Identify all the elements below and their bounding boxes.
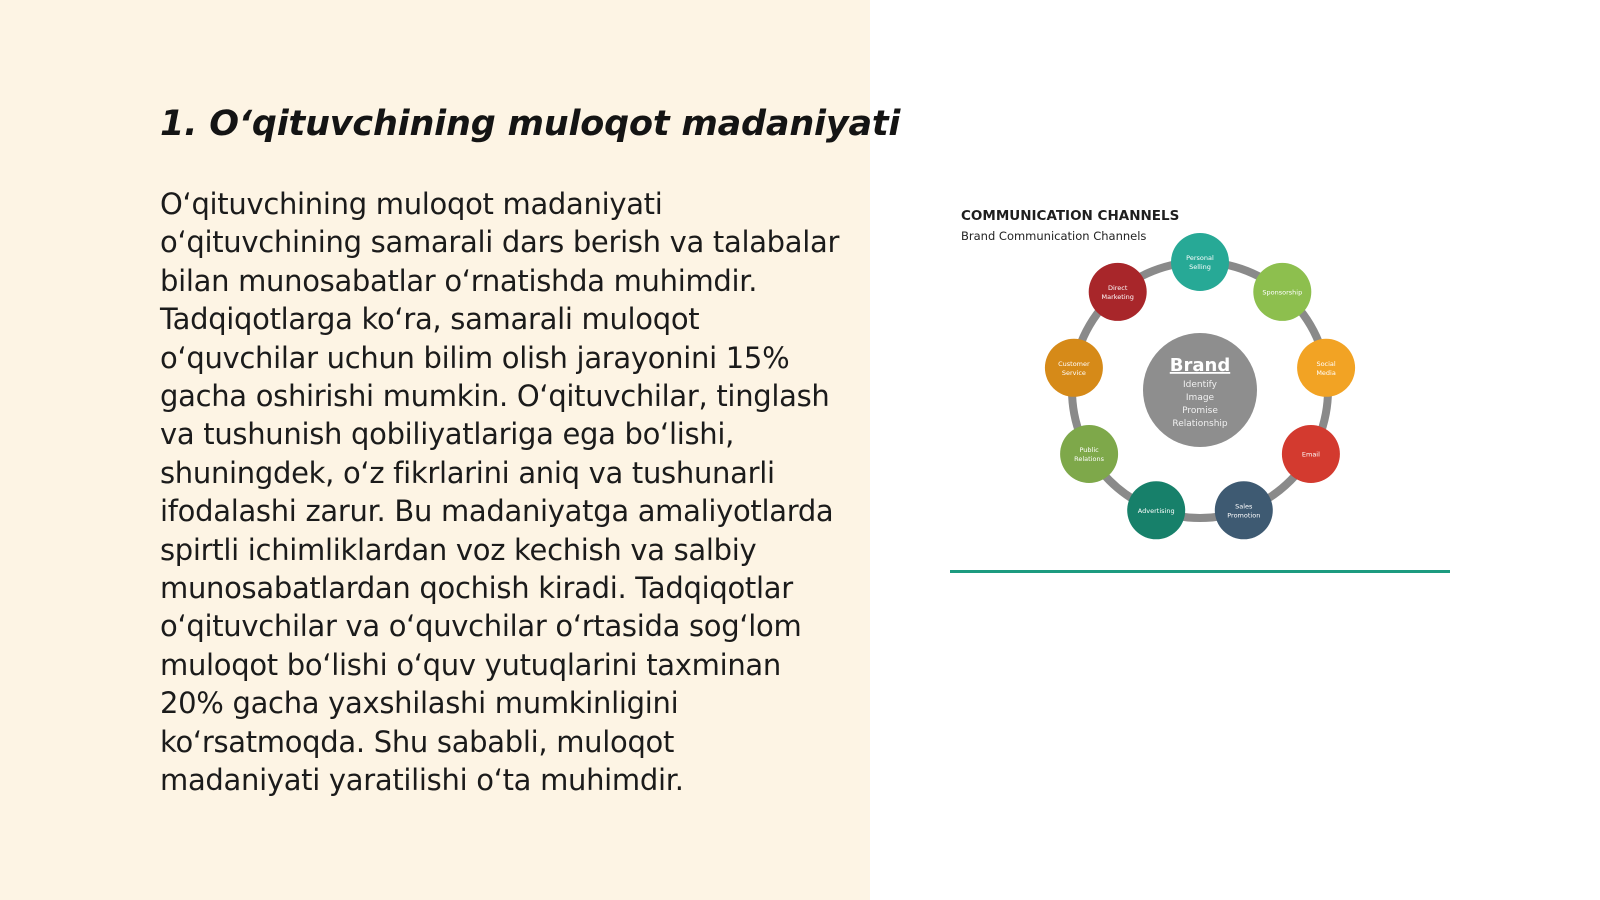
channel-node-label: Sponsorship [1262,288,1303,297]
slide-title: 1. O‘qituvchining muloqot madaniyati [160,104,901,144]
brand-center-circle [1143,333,1257,447]
channel-node [1127,481,1185,539]
channel-node-label: Relations [1074,455,1105,463]
channel-node [1171,233,1229,291]
diagram-title: COMMUNICATION CHANNELS [961,208,1180,224]
channel-node-label: Social [1316,359,1336,368]
channel-node-label: Public [1079,446,1099,454]
channel-node-label: Personal [1186,254,1214,262]
channel-node [1282,425,1340,483]
channel-node-label: Media [1316,368,1336,377]
channel-node-circle [1060,425,1118,483]
channel-node-label: Direct [1107,283,1128,292]
diagram-canvas [950,200,1450,560]
channel-node [1215,481,1273,539]
channel-node-label: Sales [1235,502,1253,511]
brand-line-promise: Promise [1182,406,1218,416]
channel-node-circle [1171,233,1229,291]
communication-channels-diagram [950,200,1450,560]
channel-node-label: Selling [1189,263,1211,271]
channel-node [1060,425,1118,483]
diagram-subtitle: Brand Communication Channels [961,229,1147,243]
channel-node-label: Service [1061,368,1086,377]
channel-node [1253,263,1311,321]
brand-line-relationship: Relationship [1172,419,1228,429]
brand-line-identify: Identify [1183,380,1217,390]
channel-node-label: Advertising [1137,506,1175,515]
channel-node [1045,339,1103,397]
accent-line [950,570,1450,573]
channel-node-label: Promotion [1227,511,1261,520]
channel-node-label: Marketing [1101,292,1134,301]
brand-line-image: Image [1185,393,1215,403]
channel-node [1089,263,1147,321]
channel-node-label: Customer [1058,359,1090,368]
brand-center-node [1143,333,1257,447]
channel-node-label: Email [1301,450,1320,459]
brand-title: Brand [1169,355,1231,376]
channel-node [1297,339,1355,397]
body-paragraph: O‘qituvchining muloqot madaniyati o‘qituvchining samarali dars berish va talabalar bilan munosabatlar o‘rnatishda muhimdir. Tadqiqotlarga ko‘ra, samarali muloqot o‘quvchilar uchun bilim olish jarayonini 15% gacha oshirishi mumkin. O‘qituvchilar, tinglash va tushunish qobiliyatlariga ega bo‘lishi, shuningdek, o‘z fikrlarini aniq va tushunarli ifodalashi zarur. Bu madaniyatga amaliyotlarda spirtli ichimliklardan voz kechish va salbiy munosabatlardan qochish kiradi. Tadqiqotlar o‘qituvchilar va o‘quvchilar o‘rtasida sog‘lom muloqot bo‘lishi o‘quv yutuqlarini taxminan 20% gacha yaxshilashi mumkinligini ko‘rsatmoqda. Shu sababli, muloqot madaniyati yaratilishi o‘ta muhimdir. [160,187,840,798]
